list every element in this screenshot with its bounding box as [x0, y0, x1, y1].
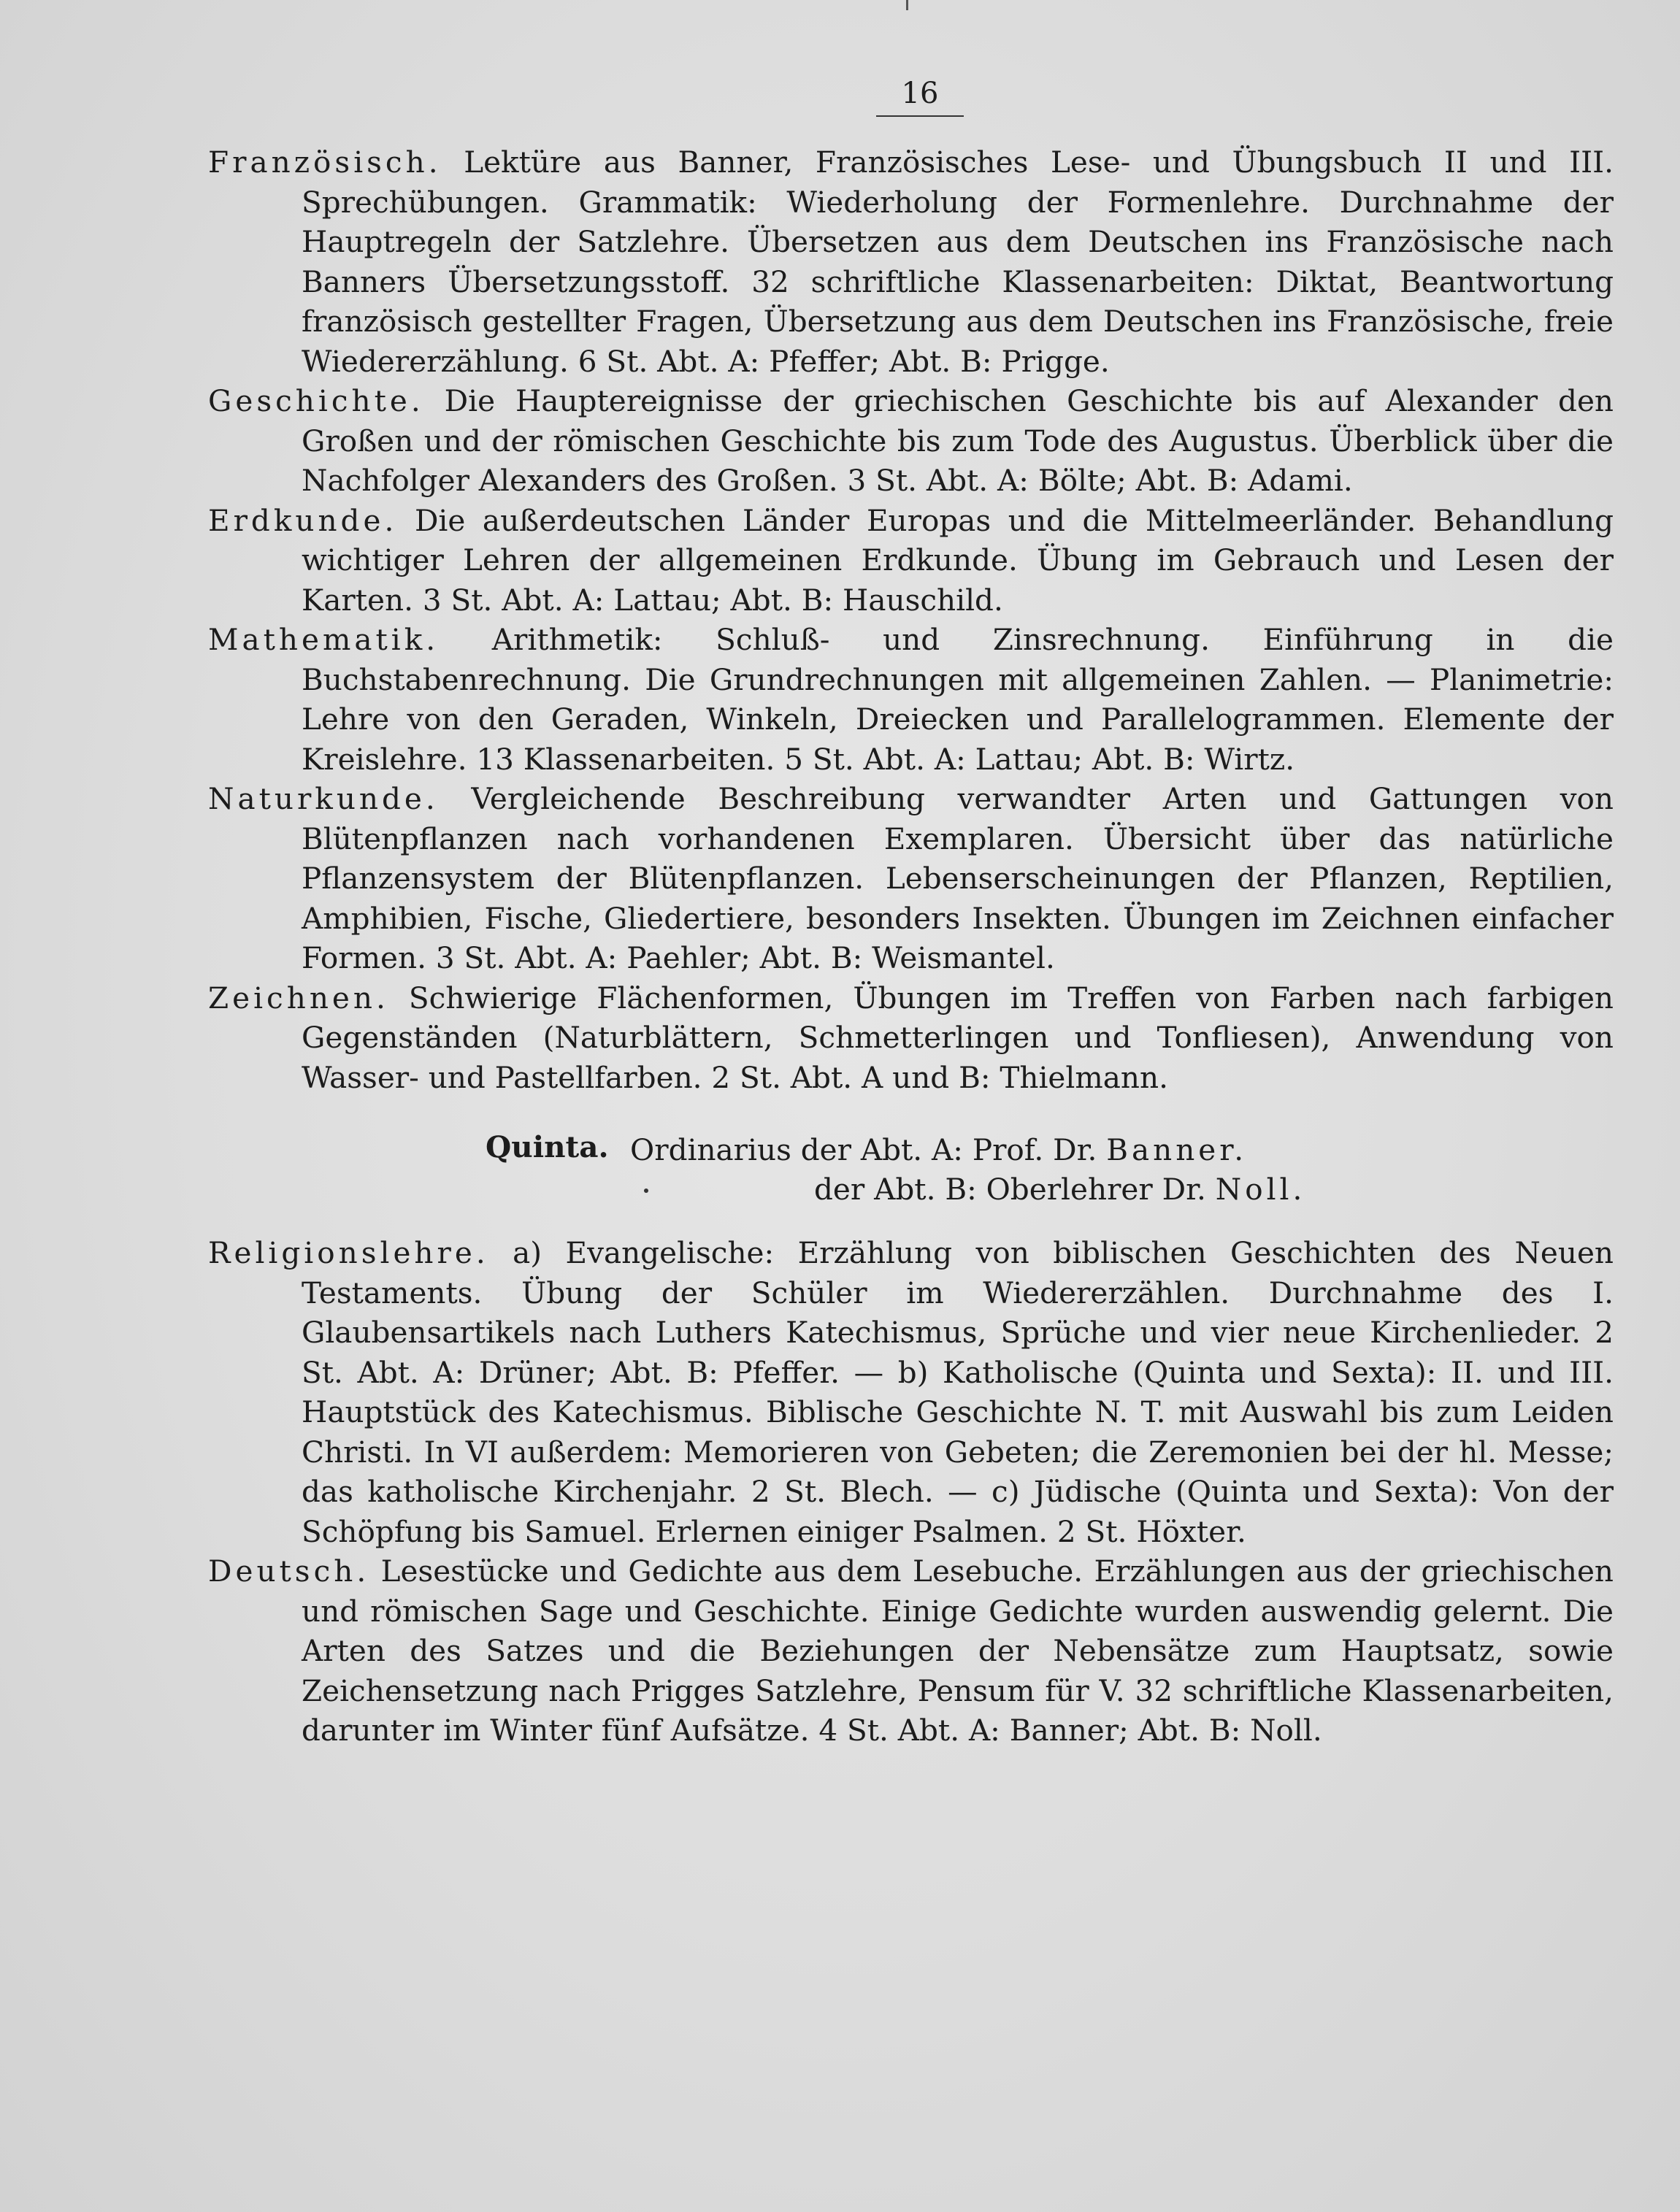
section-deutsch — [208, 1551, 1614, 1751]
section-text: Lesestücke und Gedichte aus dem Lesebuche. Erzählungen aus der griechischen und römischen Sage und Geschichte. Einige Gedichte wurden auswendig gelernt. Die Arten des Satzes und die Beziehungen der Nebensätze zum Hauptsatz, sowie Zeichensetzung nach Prigges Satzlehre, Pensum für V. 32 schriftliche Klassenarbeiten, darunter im Winter fünf Aufsätze. 4 St. Abt. A: Banner; Abt. B: Noll. — [302, 1554, 1614, 1748]
ink-dot — [644, 1188, 648, 1193]
ordinarius-name: Banner. — [1106, 1132, 1248, 1167]
class-heading-quinta — [208, 1119, 1614, 1207]
ordinarius-line-a — [630, 1129, 1247, 1170]
section-text: Arithmetik: Schluß- und Zinsrechnung. Einführung in die Buchstabenrechnung. Die Grundrechnungen mit allgemeinen Zahlen. — Planimetrie: Lehre von den Geraden, Winkeln, Dreiecken und Parallelogrammen. Elemente der Kreislehre. 13 Klassenarbeiten. 5 St. Abt. A: Lattau; Abt. B: Wirtz. — [302, 622, 1614, 777]
ordinarius-prefix: der Abt. B: Oberlehrer Dr. — [814, 1172, 1206, 1207]
section-heading: Mathematik. — [208, 622, 440, 657]
section-franzoesisch — [208, 142, 1614, 381]
section-heading: Deutsch. — [208, 1554, 370, 1589]
section-text: Vergleichende Beschreibung verwandter Arten und Gattungen von Blütenpflanzen nach vorhandenen Exemplaren. Übersicht über das natürliche Pflanzensystem der Blütenpflanzen. Lebenserscheinungen der Pflanzen, Reptilien, Amphibien, Fische, Gliedertiere, besonders Insekten. Übungen im Zeichnen einfacher Formen. 3 St. Abt. A: Paehler; Abt. B: Weismantel. — [302, 781, 1614, 975]
section-text: Die Hauptereignisse der griechischen Geschichte bis auf Alexander den Großen und der römischen Geschichte bis zum Tode des Augustus. Überblick über die Nachfolger Alexanders des Großen. 3 St. Abt. A: Bölte; Abt. B: Adami. — [302, 383, 1614, 498]
section-erdkunde — [208, 501, 1614, 621]
section-zeichnen — [208, 978, 1614, 1098]
section-heading: Religionslehre. — [208, 1235, 489, 1270]
section-religionslehre — [208, 1233, 1614, 1551]
section-text: Die außerdeutschen Länder Europas und die Mittelmeerländer. Behandlung wichtiger Lehren der allgemeinen Erdkunde. Übung im Gebrauch und Lesen der Karten. 3 St. Abt. A: Lattau; Abt. B: Hauschild. — [302, 502, 1614, 618]
class-label: Quinta. — [486, 1129, 609, 1164]
scan-mark — [906, 0, 908, 10]
ordinarius-prefix: Ordinarius der Abt. A: Prof. Dr. — [630, 1132, 1097, 1167]
section-heading: Erdkunde. — [208, 502, 398, 538]
section-mathematik — [208, 620, 1614, 779]
section-text: Schwierige Flächenformen, Übungen im Treffen von Farben nach farbigen Gegenständen (Naturblättern, Schmetterlingen und Tonfliesen), Anwendung von Wasser- und Pastellfarben. 2 St. Abt. A und B: Thielmann. — [302, 980, 1614, 1095]
section-heading: Naturkunde. — [208, 781, 439, 816]
section-text: Lektüre aus Banner, Französisches Lese- und Übungsbuch II und III. Sprechübungen. Grammatik: Wiederholung der Formenlehre. Durchnahme der Hauptregeln der Satzlehre. Übersetzen aus dem Deutschen ins Französische nach Banners Übersetzungsstoff. 32 schriftliche Klassenarbeiten: Diktat, Beantwortung französisch gestellter Fragen, Übersetzung aus dem Deutschen ins Französische, freie Wiedererzählung. 6 St. Abt. A: Pfeffer; Abt. B: Prigge. — [302, 145, 1614, 379]
section-geschichte — [208, 381, 1614, 501]
section-heading: Zeichnen. — [208, 980, 389, 1015]
section-heading: Geschichte. — [208, 383, 424, 418]
section-naturkunde — [208, 779, 1614, 978]
section-heading: Französisch. — [208, 145, 442, 180]
section-text: a) Evangelische: Erzählung von biblischen Geschichten des Neuen Testaments. Übung der Schüler im Wiedererzählen. Durchnahme des I. Glaubensartikels nach Luthers Katechismus, Sprüche und vier neue Kirchenlieder. 2 St. Abt. A: Drüner; Abt. B: Pfeffer. — b) Katholische (Quinta und Sexta): II. und III. Hauptstück des Katechismus. Biblische Geschichte N. T. mit Auswahl bis zum Leiden Christi. In VI außerdem: Memorieren von Gebeten; die Zeremonien bei der hl. Messe; das katholische Kirchenjahr. 2 St. Blech. — c) Jüdische (Quinta und Sexta): Von der Schöpfung bis Samuel. Erlernen einiger Psalmen. 2 St. Höxter. — [302, 1235, 1614, 1549]
ordinarius-line-b — [814, 1169, 1305, 1210]
ordinarius-name: Noll. — [1215, 1172, 1306, 1207]
page-content — [208, 142, 1614, 1751]
page-number: 16 — [876, 73, 964, 117]
